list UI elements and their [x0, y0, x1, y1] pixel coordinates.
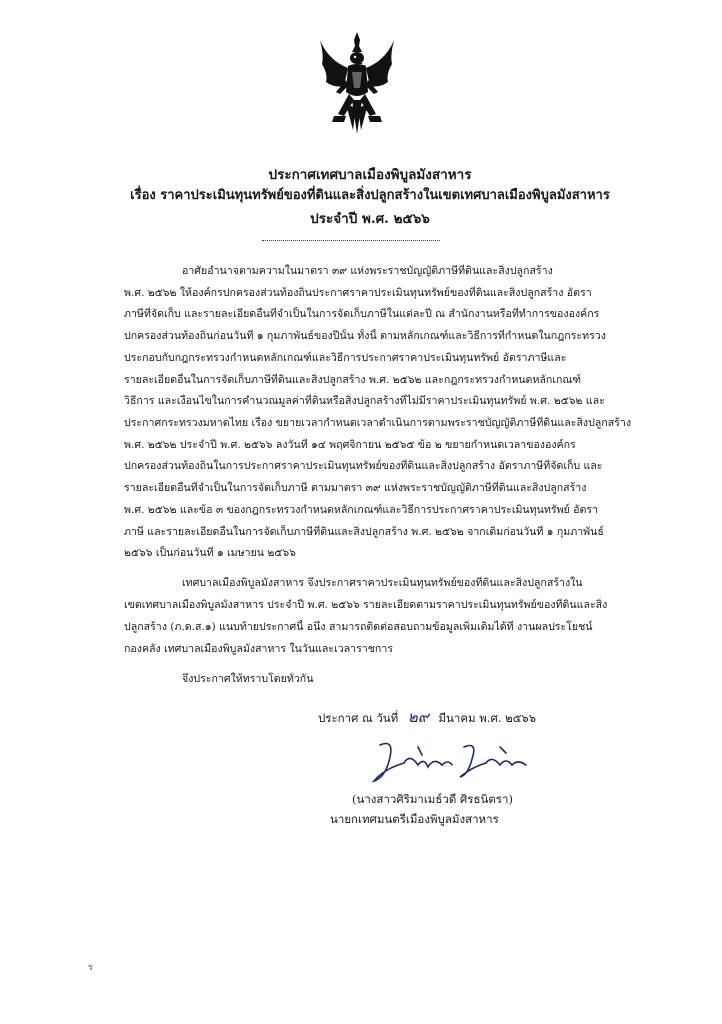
- paragraph1-line: อาศัยอำนาจตามความในมาตรา ๓๙ แห่งพระราชบัญญัติภาษีที่ดินและสิ่งปลูกสร้าง: [182, 265, 553, 277]
- date-day-handwritten: ๒๙: [407, 708, 429, 726]
- paragraph1-line: พ.ศ. ๒๕๖๒ ประจำปี พ.ศ. ๒๕๖๖ ลงวันที่ ๑๔ พฤศจิกายน ๒๕๖๕ ข้อ ๒ ขยายกำหนดเวลาขององค์กร: [124, 439, 576, 451]
- paragraph1-line: วิธีการ และเงื่อนไขในการคำนวณมูลค่าที่ดินหรือสิ่งปลูกสร้างที่ไม่มีราคาประเมินทุนทรัพย์ พ.ศ. ๒๕๖๒ และ: [124, 395, 605, 407]
- paragraph1-line: พ.ศ. ๒๕๖๒ ให้องค์กรปกครองส่วนท้องถิ่นประกาศราคาประเมินทุนทรัพย์ของที่ดินและสิ่งปลูกสร้าง อัตรา: [124, 287, 592, 299]
- announcement-subject: เรื่อง ราคาประเมินทุนทรัพย์ของที่ดินและสิ่งปลูกสร้างในเขตเทศบาลเมืองพิบูลมังสาหาร: [130, 188, 610, 203]
- closing-statement: จึงประกาศให้ทราบโดยทั่วกัน: [182, 673, 314, 685]
- paragraph1-line: ภาษี และรายละเอียดอื่นในการจัดเก็บภาษีที่ดินและสิ่งปลูกสร้าง พ.ศ. ๒๕๖๒ จากเดิมก่อนวันที่ ๑ กุมภาพันธ์: [124, 526, 604, 538]
- paragraph1-line: ประกาศกระทรวงมหาดไทย เรื่อง ขยายเวลากำหนดเวลาดำเนินการตามพระราชบัญญัติภาษีที่ดินและสิ่งปลูกสร้าง: [124, 417, 631, 429]
- footer-mark: ร: [88, 963, 93, 973]
- paragraph1-line: ประกอบกับกฎกระทรวงกำหนดหลักเกณฑ์และวิธีการประกาศราคาประเมินทุนทรัพย์ อัตราภาษีและ: [124, 352, 567, 364]
- paragraph1-line: ปกครองส่วนท้องถิ่นในการประกาศราคาประเมินทุนทรัพย์ของที่ดินและสิ่งปลูกสร้าง อัตราภาษีที่จัดเก็บ และ: [124, 460, 603, 472]
- announcement-date: [318, 705, 536, 729]
- paragraph2-line: ปลูกสร้าง (ภ.ด.ส.๑) แนบท้ายประกาศนี้ อนึ่ง สามารถติดต่อสอบถามข้อมูลเพิ่มเติมได้ที่ งานผลประโยชน์: [124, 621, 593, 633]
- paragraph1-line: พ.ศ. ๒๕๖๒ และข้อ ๓ ของกฎกระทรวงกำหนดหลักเกณฑ์และวิธีการประกาศราคาประเมินทุนทรัพย์ อัตรา: [124, 504, 599, 516]
- heading-divider: [262, 240, 440, 241]
- signer-name: (นางสาวศิริมาเมธ์วดี ศิรธนิตรา): [352, 792, 513, 806]
- paragraph2-line: เทศบาลเมืองพิบูลมังสาหาร จึงประกาศราคาประเมินทุนทรัพย์ของที่ดินและสิ่งปลูกสร้างใน: [182, 577, 583, 589]
- paragraph2-line: กองคลัง เทศบาลเมืองพิบูลมังสาหาร ในวันและเวลาราชการ: [124, 643, 393, 655]
- paragraph1-line: ๒๕๖๖ เป็นก่อนวันที่ ๑ เมษายน ๒๕๖๖: [124, 547, 296, 559]
- date-prefix: ประกาศ ณ วันที่: [318, 711, 399, 725]
- handwritten-signature-icon: [360, 735, 570, 787]
- date-suffix: มีนาคม พ.ศ. ๒๕๖๖: [438, 711, 537, 725]
- paragraph2-line: เขตเทศบาลเมืองพิบูลมังสาหาร ประจำปี พ.ศ. ๒๕๖๖ รายละเอียดตามราคาประเมินทุนทรัพย์ของที่ดินและสิ่ง: [124, 599, 608, 611]
- paragraph1-line: ภาษีที่จัดเก็บ และรายละเอียดอื่นที่จำเป็นในการจัดเก็บภาษีในแต่ละปี ณ สำนักงานหรือที่ทำการขององค์กร: [124, 308, 600, 320]
- signer-title: นายกเทศมนตรีเมืองพิบูลมังสาหาร: [330, 812, 499, 826]
- paragraph1-line: รายละเอียดอื่นที่จำเป็นในการจัดเก็บภาษี ตามมาตรา ๓๙ แห่งพระราชบัญญัติภาษีที่ดินและสิ่งปลูกสร้าง: [124, 482, 587, 494]
- paragraph1-line: ปกครองส่วนท้องถิ่นก่อนวันที่ ๑ กุมภาพันธ์ของปีนั้น ทั้งนี้ ตามหลักเกณฑ์และวิธีการที่กำหนดในกฎกระทรวง: [124, 330, 606, 342]
- announcement-title: ประกาศเทศบาลเมืองพิบูลมังสาหาร: [268, 167, 472, 183]
- paragraph1-line: รายละเอียดอื่นในการจัดเก็บภาษีที่ดินและสิ่งปลูกสร้าง พ.ศ. ๒๕๖๒ และกฎกระทรวงกำหนดหลักเกณฑ์: [124, 374, 581, 386]
- announcement-year: ประจำปี พ.ศ. ๒๕๖๖: [310, 211, 430, 227]
- garuda-emblem-icon: [316, 30, 398, 136]
